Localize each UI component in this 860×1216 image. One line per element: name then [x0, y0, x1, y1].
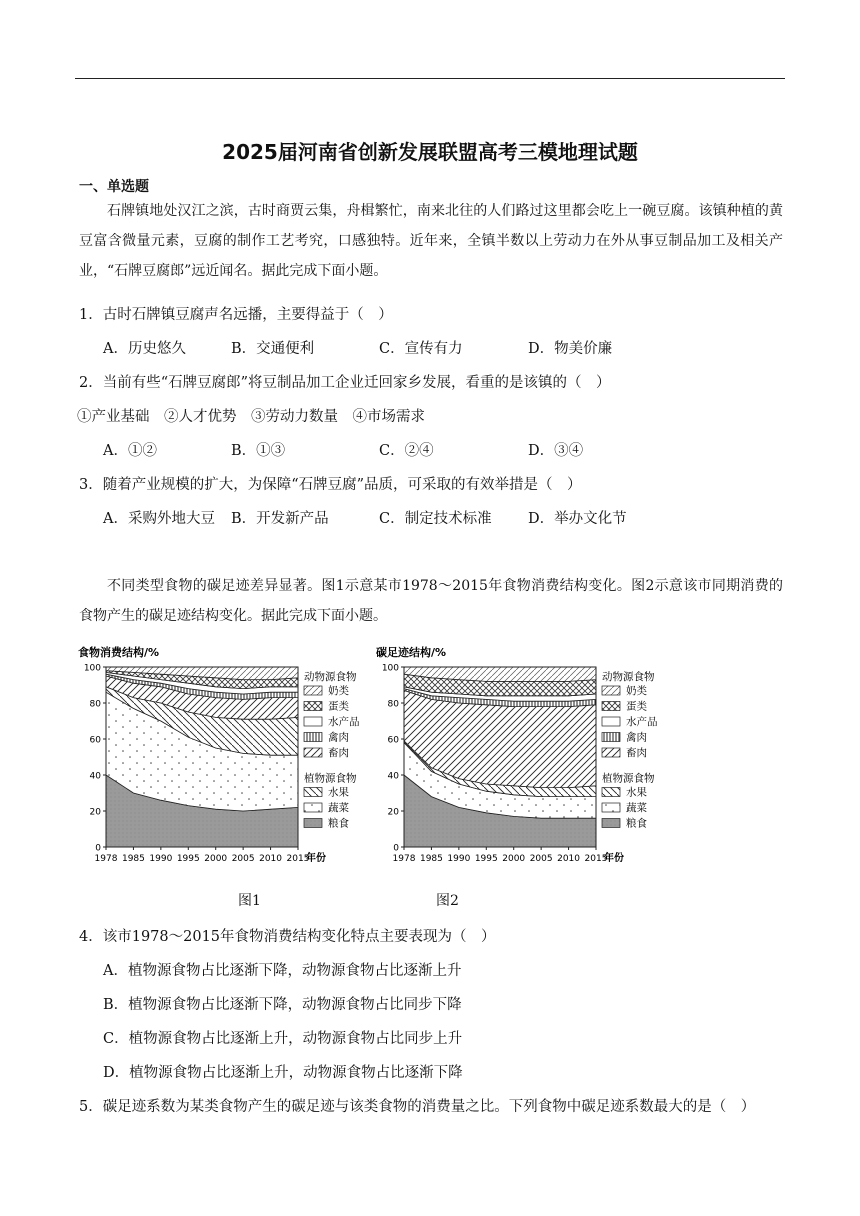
- legend-label: 奶类: [626, 685, 647, 697]
- legend-swatch: [304, 819, 322, 828]
- legend-label: 畜肉: [626, 747, 647, 759]
- q3-option-d: D．举办文化节: [528, 511, 627, 527]
- x-tick-label: 2005: [231, 854, 255, 864]
- section-heading: 一、单选题: [79, 179, 149, 195]
- legend-swatch: [602, 819, 620, 828]
- q3-option-b: B．开发新产品: [231, 511, 329, 527]
- legend-label: 禽肉: [626, 731, 647, 744]
- legend-heading: 动物源食物: [602, 671, 655, 683]
- question-3: 3．随着产业规模的扩大，为保障“石牌豆腐”品质，可采取的有效举措是（ ）: [79, 477, 582, 493]
- q3-option-a: A．采购外地大豆: [103, 511, 215, 527]
- x-tick-label: 2010: [259, 854, 283, 864]
- y-tick-label: 80: [89, 699, 101, 710]
- legend-heading: 植物源食物: [602, 772, 655, 785]
- legend-label: 蛋类: [626, 700, 647, 713]
- x-tick-label: 1978: [392, 854, 416, 864]
- x-tick-label: 1995: [474, 854, 498, 864]
- page-title: 2025届河南省创新发展联盟高考三模地理试题: [222, 140, 638, 164]
- x-tick-label: 2010: [557, 854, 581, 864]
- legend-label: 水产品: [328, 716, 360, 728]
- question-1: 1．古时石牌镇豆腐声名远播，主要得益于（ ）: [79, 307, 393, 323]
- q2-option-a: A．①②: [103, 443, 157, 459]
- y-tick-label: 60: [89, 735, 101, 746]
- x-tick-label: 1990: [149, 854, 173, 864]
- legend-label: 奶类: [328, 685, 349, 697]
- question-4: 4．该市1978～2015年食物消费结构变化特点主要表现为（ ）: [79, 929, 496, 945]
- x-axis-label: 年份: [604, 853, 624, 864]
- legend-heading: 植物源食物: [304, 772, 357, 785]
- q4-option-b: B．植物源食物占比逐渐下降，动物源食物占比同步下降: [103, 997, 462, 1013]
- passage-2: 不同类型食物的碳足迹差异显著。图1示意某市1978～2015年食物消费结构变化。图2示意该市同期消费的食物产生的碳足迹结构变化。据此完成下面小题。: [79, 578, 783, 624]
- legend-swatch: [304, 803, 322, 812]
- x-tick-label: 1978: [94, 854, 118, 864]
- legend-swatch: [304, 702, 322, 711]
- x-tick-label: 2015: [286, 854, 310, 864]
- legend-label: 粮食: [626, 817, 647, 830]
- figure-1-caption: 图1: [238, 893, 261, 909]
- q3-option-c: C．制定技术标准: [379, 511, 492, 527]
- legend-swatch: [602, 702, 620, 711]
- q1-option-d: D．物美价廉: [528, 341, 613, 357]
- y-tick-label: 0: [393, 843, 399, 854]
- x-tick-label: 2015: [584, 854, 608, 864]
- q2-option-d: D．③④: [528, 443, 584, 459]
- legend-swatch: [304, 686, 322, 695]
- figures: [78, 640, 718, 880]
- legend-label: 蛋类: [328, 700, 349, 713]
- y-tick-label: 80: [387, 699, 399, 710]
- legend-label: 禽肉: [328, 731, 349, 744]
- q2-option-c: C．②④: [379, 443, 434, 459]
- legend-swatch: [304, 788, 322, 797]
- q1-option-c: C．宣传有力: [379, 341, 463, 357]
- y-tick-label: 40: [89, 771, 101, 782]
- y-tick-label: 60: [387, 735, 399, 746]
- chart-title: 碳足迹结构/%: [376, 646, 447, 659]
- x-tick-label: 1985: [419, 854, 443, 864]
- x-tick-label: 2000: [204, 854, 228, 864]
- header-rule: [75, 78, 785, 79]
- y-tick-label: 20: [387, 807, 399, 818]
- legend-label: 粮食: [328, 817, 349, 830]
- legend-label: 蔬菜: [328, 802, 349, 814]
- q2-statements: ①产业基础 ②人才优势 ③劳动力数量 ④市场需求: [77, 409, 425, 425]
- q1-option-b: B．交通便利: [231, 341, 315, 357]
- q4-option-d: D．植物源食物占比逐渐上升，动物源食物占比逐渐下降: [103, 1065, 463, 1081]
- legend-swatch: [602, 686, 620, 695]
- legend-swatch: [304, 733, 322, 742]
- x-tick-label: 2005: [529, 854, 553, 864]
- question-5: 5．碳足迹系数为某类食物产生的碳足迹与该类食物的消费量之比。下列食物中碳足迹系数最大的是（ ）: [79, 1099, 756, 1115]
- x-tick-label: 1990: [447, 854, 471, 864]
- question-2: 2．当前有些“石牌豆腐郎”将豆制品加工企业迁回家乡发展，看重的是该镇的（ ）: [79, 375, 611, 391]
- y-tick-label: 20: [89, 807, 101, 818]
- chart-food-consumption: [78, 645, 360, 864]
- q4-option-c: C．植物源食物占比逐渐上升，动物源食物占比同步上升: [103, 1031, 463, 1047]
- legend-label: 蔬菜: [626, 802, 647, 814]
- q1-option-a: A．历史悠久: [103, 341, 186, 357]
- x-tick-label: 1985: [121, 854, 145, 864]
- chart-carbon-footprint: [376, 645, 658, 864]
- legend-swatch: [602, 733, 620, 742]
- x-axis-label: 年份: [306, 853, 326, 864]
- legend-swatch: [304, 748, 322, 757]
- legend-swatch: [602, 788, 620, 797]
- q2-option-b: B．①③: [231, 443, 286, 459]
- y-tick-label: 0: [95, 843, 101, 854]
- x-tick-label: 2000: [502, 854, 526, 864]
- legend-swatch: [602, 748, 620, 757]
- legend-label: 水果: [328, 786, 349, 799]
- legend-swatch: [304, 717, 322, 726]
- legend-swatch: [602, 717, 620, 726]
- y-tick-label: 100: [83, 663, 101, 674]
- chart-title: 食物消费结构/%: [78, 646, 160, 659]
- q4-option-a: A．植物源食物占比逐渐下降，动物源食物占比逐渐上升: [103, 963, 462, 979]
- legend-label: 畜肉: [328, 747, 349, 759]
- y-tick-label: 100: [381, 663, 399, 674]
- legend-swatch: [602, 803, 620, 812]
- figure-2-caption: 图2: [436, 893, 459, 909]
- passage-1: 石牌镇地处汉江之滨，古时商贾云集，舟楫繁忙，南来北往的人们路过这里都会吃上一碗豆腐。该镇种植的黄豆富含微量元素，豆腐的制作工艺考究，口感独特。近年来，全镇半数以上劳动力在外从事豆制品加工及相关产业，“石牌豆腐郎”远近闻名。据此完成下面小题。: [79, 203, 783, 279]
- y-tick-label: 40: [387, 771, 399, 782]
- legend-heading: 动物源食物: [304, 671, 357, 683]
- legend-label: 水果: [626, 786, 647, 799]
- legend-label: 水产品: [626, 716, 658, 728]
- x-tick-label: 1995: [176, 854, 200, 864]
